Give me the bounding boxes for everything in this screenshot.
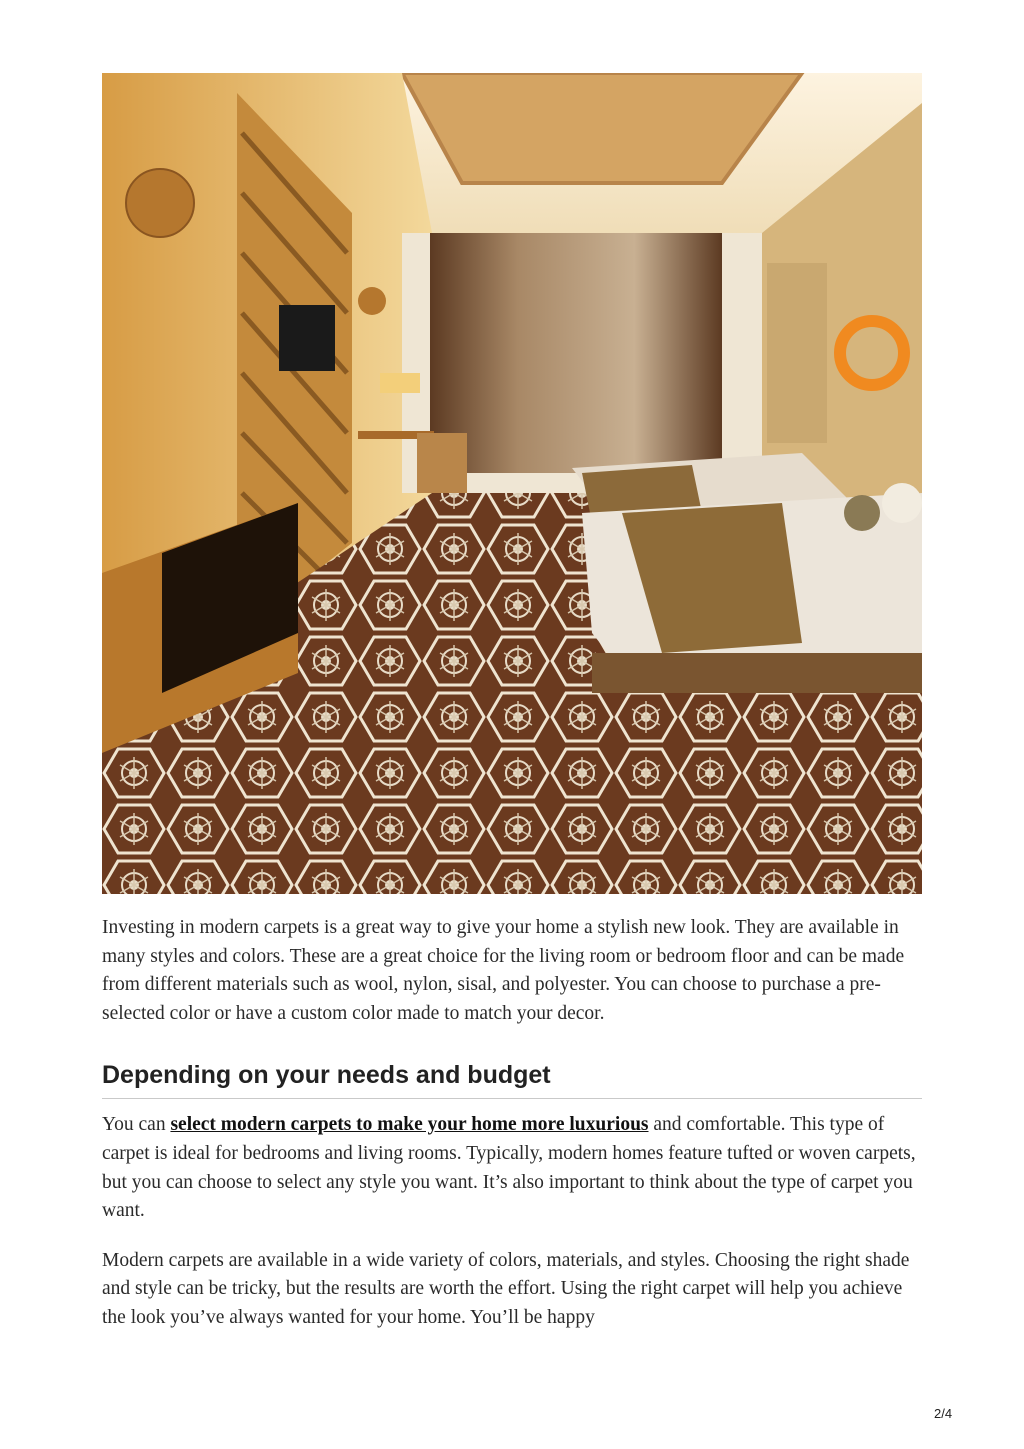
bedroom-carpet-image	[102, 73, 922, 894]
luxurious-carpets-link[interactable]: select modern carpets to make your home more luxurious	[170, 1114, 649, 1136]
page-content	[102, 73, 922, 1333]
section-heading: Depending on your needs and budget	[102, 1061, 922, 1099]
paragraph-text-before-link: You can	[102, 1114, 171, 1136]
page-number: 2/4	[934, 1406, 953, 1421]
body-paragraph-link	[102, 1111, 922, 1225]
body-paragraph: Modern carpets are available in a wide variety of colors, materials, and styles. Choosing the right shade and style can be tricky, but the results are worth the effort. Using the right carpet will help you achieve the look you’ve always wanted for your home. You’ll be happy	[102, 1249, 910, 1328]
intro-paragraph: Investing in modern carpets is a great way to give your home a stylish new look. They are available in many styles and colors. These are a great choice for the living room or bedroom floor and can be made from different materials such as wool, nylon, sisal, and polyester. You can choose to purchase a pre-selected color or have a custom color made to match your decor.	[102, 917, 905, 1024]
paragraph-text-after-link: and comfortable. This type of carpet is ideal for bedrooms and living rooms. Typically, modern homes feature tufted or woven carpets, but you can choose to select any style you want. It’s also important to think about the type of carpet you want.	[102, 1114, 916, 1222]
